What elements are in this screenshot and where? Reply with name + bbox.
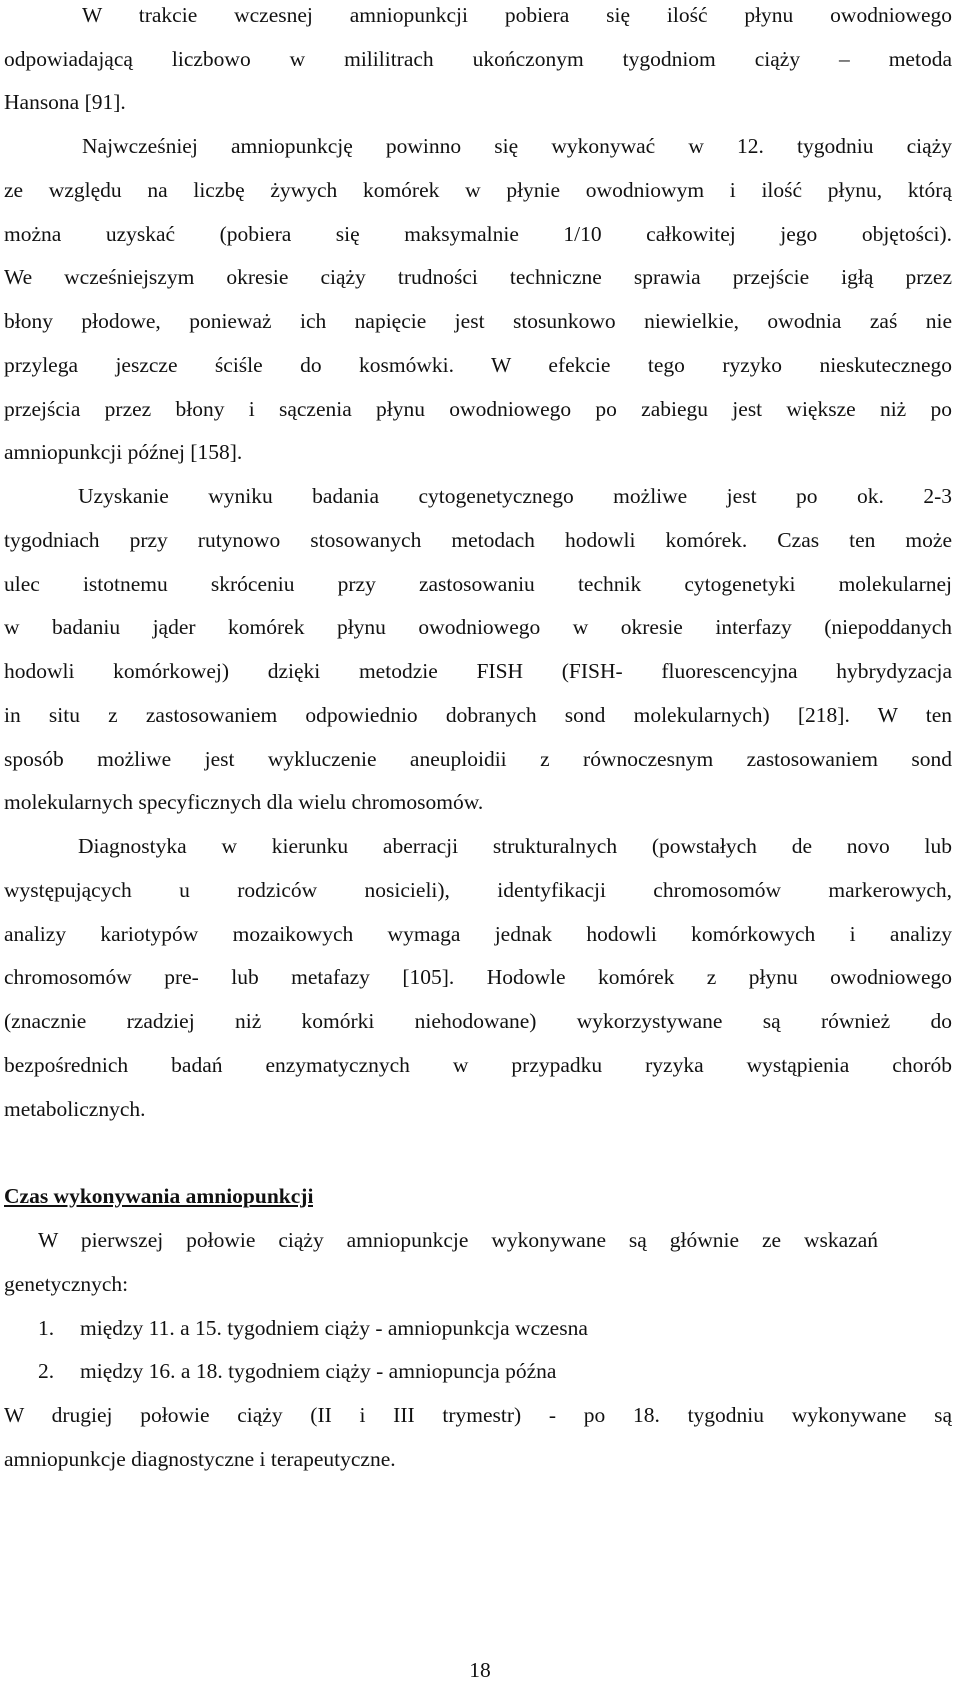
list-item-number: 1. — [38, 1316, 55, 1340]
paragraph-line: w badaniu jąder komórek płynu owodniowego w okresie interfazy (niepoddanych — [4, 615, 952, 639]
list-item-number: 2. — [38, 1359, 55, 1383]
section-heading: Czas wykonywania amniopunkcji — [4, 1184, 314, 1208]
paragraph-line: genetycznych: — [4, 1272, 129, 1296]
paragraph-line: przejścia przez błony i sączenia płynu owodniowego po zabiegu jest większe niż po — [4, 397, 952, 421]
list-item-text: między 11. a 15. tygodniem ciąży - amniopunkcja wczesna — [80, 1316, 588, 1340]
paragraph-line: Najwcześniej amniopunkcję powinno się wykonywać w 12. tygodniu ciąży — [82, 134, 952, 158]
list-item-text: między 16. a 18. tygodniem ciąży - amniopuncja późna — [80, 1359, 557, 1383]
paragraph-line: analizy kariotypów mozaikowych wymaga jednak hodowli komórkowych i analizy — [4, 922, 952, 946]
paragraph-line: molekularnych specyficznych dla wielu chromosomów. — [4, 790, 484, 814]
paragraph-line: Uzyskanie wyniku badania cytogenetycznego możliwe jest po ok. 2-3 — [78, 484, 952, 508]
paragraph-line: można uzyskać (pobiera się maksymalnie 1/10 całkowitej jego objętości). — [4, 222, 952, 246]
list-item — [38, 1358, 938, 1384]
paragraph-line: metabolicznych. — [4, 1097, 146, 1121]
paragraph-line: We wcześniejszym okresie ciąży trudności techniczne sprawia przejście igłą przez — [4, 265, 952, 289]
paragraph-line: W drugiej połowie ciąży (II i III trymestr) - po 18. tygodniu wykonywane są — [4, 1403, 952, 1427]
paragraph-line: W trakcie wczesnej amniopunkcji pobiera się ilość płynu owodniowego — [82, 3, 952, 27]
paragraph-line: Hansona [91]. — [4, 90, 126, 114]
paragraph-line: błony płodowe, ponieważ ich napięcie jest stosunkowo niewielkie, owodnia zaś nie — [4, 309, 952, 333]
paragraph-line: bezpośrednich badań enzymatycznych w przypadku ryzyka wystąpienia chorób — [4, 1053, 952, 1077]
paragraph-line: tygodniach przy rutynowo stosowanych metodach hodowli komórek. Czas ten może — [4, 528, 952, 552]
page-number: 18 — [469, 1658, 491, 1682]
paragraph-line: amniopunkcje diagnostyczne i terapeutyczne. — [4, 1447, 396, 1471]
paragraph-line: Diagnostyka w kierunku aberracji strukturalnych (powstałych de novo lub — [78, 834, 952, 858]
paragraph-line: (znacznie rzadziej niż komórki niehodowane) wykorzystywane są również do — [4, 1009, 952, 1033]
paragraph-line: ze względu na liczbę żywych komórek w płynie owodniowym i ilość płynu, którą — [4, 178, 952, 202]
paragraph-line: odpowiadającą liczbowo w mililitrach ukończonym tygodniom ciąży – metoda — [4, 47, 952, 71]
paragraph-line: przylega jeszcze ściśle do kosmówki. W efekcie tego ryzyko nieskutecznego — [4, 353, 952, 377]
paragraph-line: amniopunkcji późnej [158]. — [4, 440, 243, 464]
paragraph-line: ulec istotnemu skróceniu przy zastosowaniu technik cytogenetyki molekularnej — [4, 572, 952, 596]
paragraph-line: W pierwszej połowie ciąży amniopunkcje wykonywane są głównie ze wskazań — [38, 1228, 878, 1252]
paragraph-line: in situ z zastosowaniem odpowiednio dobranych sond molekularnych) [218]. W ten — [4, 703, 952, 727]
paragraph-line: hodowli komórkowej) dzięki metodzie FISH (FISH- fluorescencyjna hybrydyzacja — [4, 659, 952, 683]
list-item — [38, 1315, 938, 1341]
paragraph-line: chromosomów pre- lub metafazy [105]. Hodowle komórek z płynu owodniowego — [4, 965, 952, 989]
paragraph-line: sposób możliwe jest wykluczenie aneuploidii z równoczesnym zastosowaniem sond — [4, 747, 952, 771]
paragraph-line: występujących u rodziców nosicieli), identyfikacji chromosomów markerowych, — [4, 878, 952, 902]
